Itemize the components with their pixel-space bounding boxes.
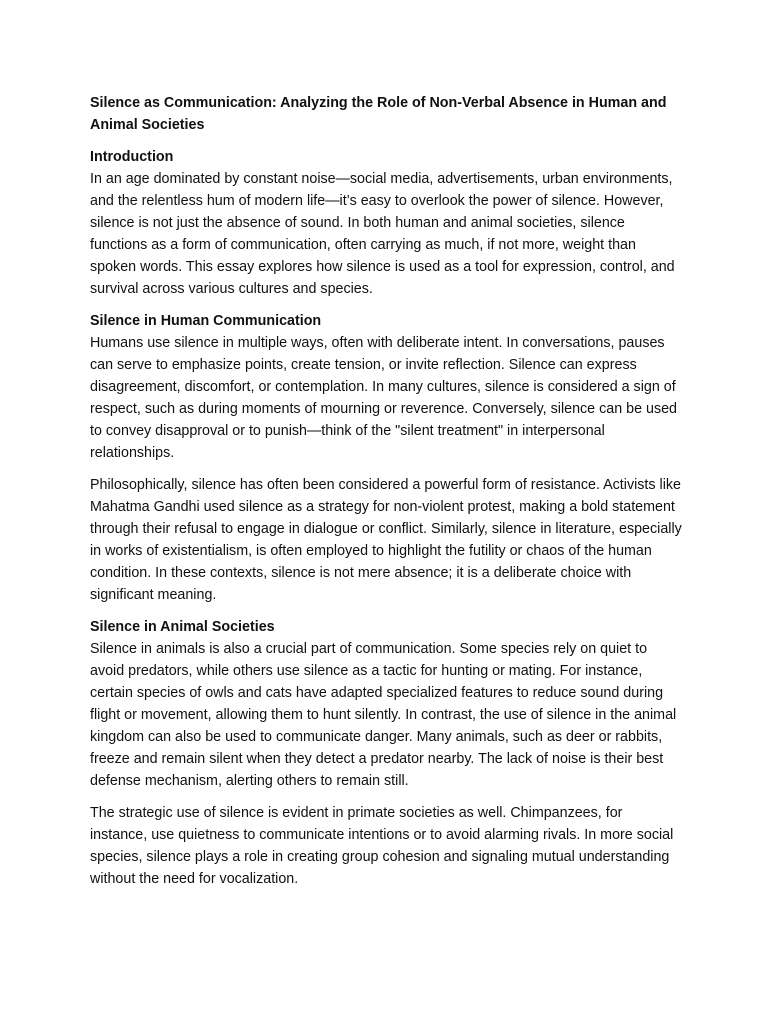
section-heading: Introduction: [90, 149, 174, 165]
paragraph: Silence in animals is also a crucial part of communication. Some species rely on quiet to avoid predators, while others use silence as a tactic for hunting or mating. For instance, certain species of owls and cats have adapted specialized features to reduce sound during flight or movement, allowing them to hunt silently. In contrast, the use of silence in the animal kingdom can also be used to communicate danger. Many animals, such as deer or rabbits, freeze and remain silent when they detect a predator nearby. The lack of noise is their best defense mechanism, alerting others to remain still.: [90, 641, 677, 789]
paragraph: In an age dominated by constant noise—social media, advertisements, urban environments, and the relentless hum of modern life—it’s easy to overlook the power of silence. However, silence is not just the absence of sound. In both human and animal societies, silence functions as a form of communication, often carrying as much, if not more, weight than spoken words. This essay explores how silence is used as a tool for expression, control, and survival across various cultures and species.: [90, 171, 675, 297]
section-animal-societies: [90, 616, 682, 890]
document-title: Silence as Communication: Analyzing the Role of Non-Verbal Absence in Human and Animal Societies: [90, 95, 667, 133]
paragraph: Humans use silence in multiple ways, often with deliberate intent. In conversations, pauses can serve to emphasize points, create tension, or invite reflection. Silence can express disagreement, discomfort, or contemplation. In many cultures, silence is considered a sign of respect, such as during moments of mourning or reverence. Conversely, silence can be used to convey disapproval or to punish—think of the "silent treatment" in interpersonal relationships.: [90, 335, 677, 461]
section-human-communication: [90, 310, 682, 606]
paragraph: Philosophically, silence has often been considered a powerful form of resistance. Activists like Mahatma Gandhi used silence as a strategy for non-violent protest, making a bold statement through their refusal to engage in dialogue or conflict. Similarly, silence in literature, especially in works of existentialism, is often employed to highlight the futility or chaos of the human condition. In these contexts, silence is not mere absence; it is a deliberate choice with significant meaning.: [90, 477, 682, 603]
paragraph: The strategic use of silence is evident in primate societies as well. Chimpanzees, for instance, use quietness to communicate intentions or to avoid alarming rivals. In more social species, silence plays a role in creating group cohesion and signaling mutual understanding without the need for vocalization.: [90, 805, 674, 887]
section-heading: Silence in Animal Societies: [90, 619, 275, 635]
section-heading: Silence in Human Communication: [90, 313, 322, 329]
document-page: [90, 92, 682, 900]
section-introduction: [90, 146, 682, 300]
